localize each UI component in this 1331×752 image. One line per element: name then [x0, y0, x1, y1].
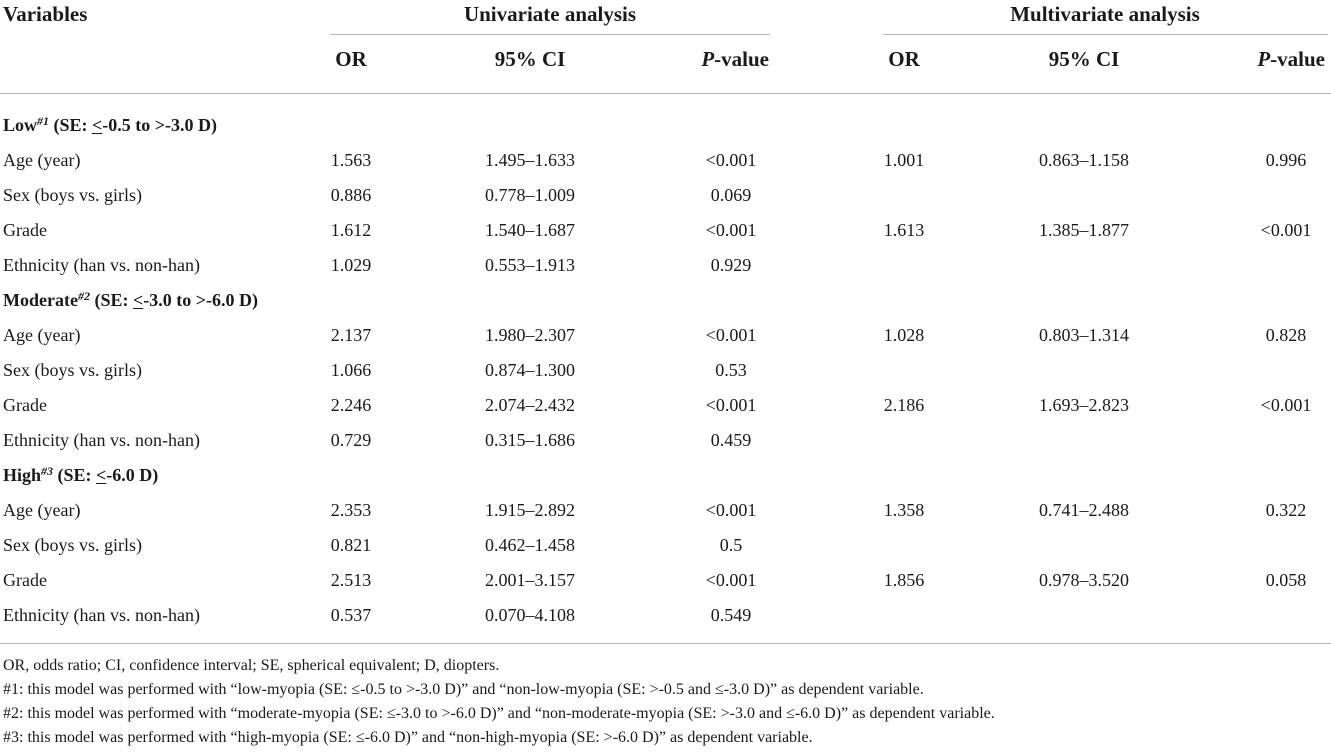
cell-u-ci: 0.315–1.686 [485, 430, 575, 450]
section-range-prefix: (SE: [49, 115, 93, 135]
section-range-operator: < [96, 465, 107, 485]
cell-m-p: <0.001 [1260, 395, 1312, 415]
section-range-suffix: -6.0 D) [106, 465, 159, 485]
cell-u-p: 0.53 [715, 360, 747, 380]
section-footnote-marker: #3 [41, 464, 54, 478]
cell-m-ci: 0.863–1.158 [1039, 150, 1129, 170]
section-name: High [3, 465, 42, 485]
row-variable: Sex (boys vs. girls) [3, 535, 142, 555]
cell-u-or: 1.066 [330, 360, 372, 380]
cell-u-p: <0.001 [705, 325, 757, 345]
header-p-univariate: P-value [701, 47, 769, 71]
cell-m-or: 1.856 [883, 570, 925, 590]
cell-u-p: <0.001 [705, 220, 757, 240]
section-range-suffix: -3.0 to >-6.0 D) [143, 290, 258, 310]
cell-u-or: 0.729 [330, 430, 372, 450]
section-title [3, 115, 217, 135]
cell-u-ci: 2.001–3.157 [485, 570, 575, 590]
section-range-prefix: (SE: [89, 290, 133, 310]
multivariate-underline [883, 34, 1328, 35]
cell-m-p: <0.001 [1260, 220, 1312, 240]
cell-u-p: <0.001 [705, 500, 757, 520]
cell-m-or: 1.028 [883, 325, 925, 345]
cell-m-or: 1.613 [883, 220, 925, 240]
section-name: Low [3, 115, 38, 135]
section-footnote-marker: #2 [77, 289, 90, 303]
cell-u-ci: 0.462–1.458 [485, 535, 575, 555]
cell-u-or: 0.886 [330, 185, 372, 205]
cell-u-or: 2.137 [330, 325, 372, 345]
cell-m-ci: 1.385–1.877 [1039, 220, 1129, 240]
section-title [3, 465, 158, 485]
section-range-suffix: -0.5 to >-3.0 D) [102, 115, 218, 135]
cell-m-p: 0.322 [1265, 500, 1307, 520]
row-variable: Sex (boys vs. girls) [3, 185, 142, 205]
footnote-1: #1: this model was performed with “low-myopia (SE: ≤-0.5 to >-3.0 D)” and “non-low-myopia (SE: >-0.5 and ≤-3.0 D)” as dependent variable. [3, 681, 924, 698]
header-variables: Variables [3, 2, 88, 26]
row-variable: Age (year) [3, 325, 81, 345]
cell-m-or: 1.358 [883, 500, 925, 520]
cell-u-or: 1.563 [330, 150, 372, 170]
row-variable: Ethnicity (han vs. non-han) [3, 255, 200, 275]
header-univariate: Univariate analysis [463, 2, 637, 26]
cell-u-or: 2.513 [330, 570, 372, 590]
cell-m-p: 0.996 [1265, 150, 1307, 170]
cell-u-p: <0.001 [705, 150, 757, 170]
section-range-operator: < [132, 290, 144, 310]
row-variable: Age (year) [3, 500, 81, 520]
footnote-abbreviations: OR, odds ratio; CI, confidence interval; SE, spherical equivalent; D, diopters. [3, 657, 500, 674]
univariate-underline [330, 34, 770, 35]
footnote-2: #2: this model was performed with “moderate-myopia (SE: ≤-3.0 to >-6.0 D)” and “non-moderate-myopia (SE: >-3.0 and ≤-6.0 D)” as dependent variable. [3, 705, 995, 722]
cell-u-ci: 1.540–1.687 [485, 220, 575, 240]
row-variable: Sex (boys vs. girls) [3, 360, 142, 380]
header-or-multivariate: OR [888, 47, 920, 71]
header-p-multivariate: P-value [1257, 47, 1325, 71]
cell-u-ci: 0.874–1.300 [485, 360, 575, 380]
row-variable: Grade [3, 220, 47, 240]
cell-m-p: 0.828 [1265, 325, 1307, 345]
row-variable: Grade [3, 570, 47, 590]
cell-m-ci: 1.693–2.823 [1039, 395, 1129, 415]
row-variable: Age (year) [3, 150, 81, 170]
cell-m-ci: 0.978–3.520 [1039, 570, 1129, 590]
header-ci-univariate: 95% CI [494, 47, 566, 71]
row-variable: Ethnicity (han vs. non-han) [3, 430, 200, 450]
cell-u-p: 0.549 [710, 605, 752, 625]
cell-m-p: 0.058 [1265, 570, 1307, 590]
cell-m-or: 2.186 [883, 395, 925, 415]
cell-u-or: 0.537 [330, 605, 372, 625]
cell-u-p: 0.929 [710, 255, 752, 275]
cell-m-ci: 0.741–2.488 [1039, 500, 1129, 520]
cell-u-or: 2.353 [330, 500, 372, 520]
cell-u-ci: 0.070–4.108 [485, 605, 575, 625]
row-variable: Grade [3, 395, 47, 415]
cell-u-ci: 1.495–1.633 [485, 150, 575, 170]
row-variable: Ethnicity (han vs. non-han) [3, 605, 200, 625]
cell-u-ci: 1.915–2.892 [485, 500, 575, 520]
section-name: Moderate [3, 290, 78, 310]
header-bottom-rule [0, 93, 1331, 94]
section-footnote-marker: #1 [37, 114, 50, 128]
cell-u-or: 1.612 [330, 220, 372, 240]
footnote-3: #3: this model was performed with “high-myopia (SE: ≤-6.0 D)” and “non-high-myopia (SE: >-6.0 D)” as dependent variable. [3, 729, 813, 746]
cell-u-p: <0.001 [705, 395, 757, 415]
cell-m-ci: 0.803–1.314 [1039, 325, 1129, 345]
table-bottom-rule [0, 643, 1331, 644]
section-range-operator: < [92, 115, 103, 135]
cell-u-p: 0.069 [710, 185, 752, 205]
cell-u-ci: 2.074–2.432 [485, 395, 575, 415]
header-multivariate: Multivariate analysis [1010, 2, 1200, 26]
cell-u-p: <0.001 [705, 570, 757, 590]
cell-u-p: 0.5 [719, 535, 743, 555]
cell-u-ci: 0.778–1.009 [485, 185, 575, 205]
cell-m-or: 1.001 [883, 150, 925, 170]
header-ci-multivariate: 95% CI [1048, 47, 1120, 71]
section-title [3, 290, 258, 310]
cell-u-p: 0.459 [710, 430, 752, 450]
header-or-univariate: OR [335, 47, 367, 71]
cell-u-ci: 1.980–2.307 [485, 325, 575, 345]
cell-u-or: 0.821 [330, 535, 372, 555]
section-range-prefix: (SE: [53, 465, 97, 485]
cell-u-ci: 0.553–1.913 [485, 255, 575, 275]
cell-u-or: 2.246 [330, 395, 372, 415]
cell-u-or: 1.029 [330, 255, 372, 275]
